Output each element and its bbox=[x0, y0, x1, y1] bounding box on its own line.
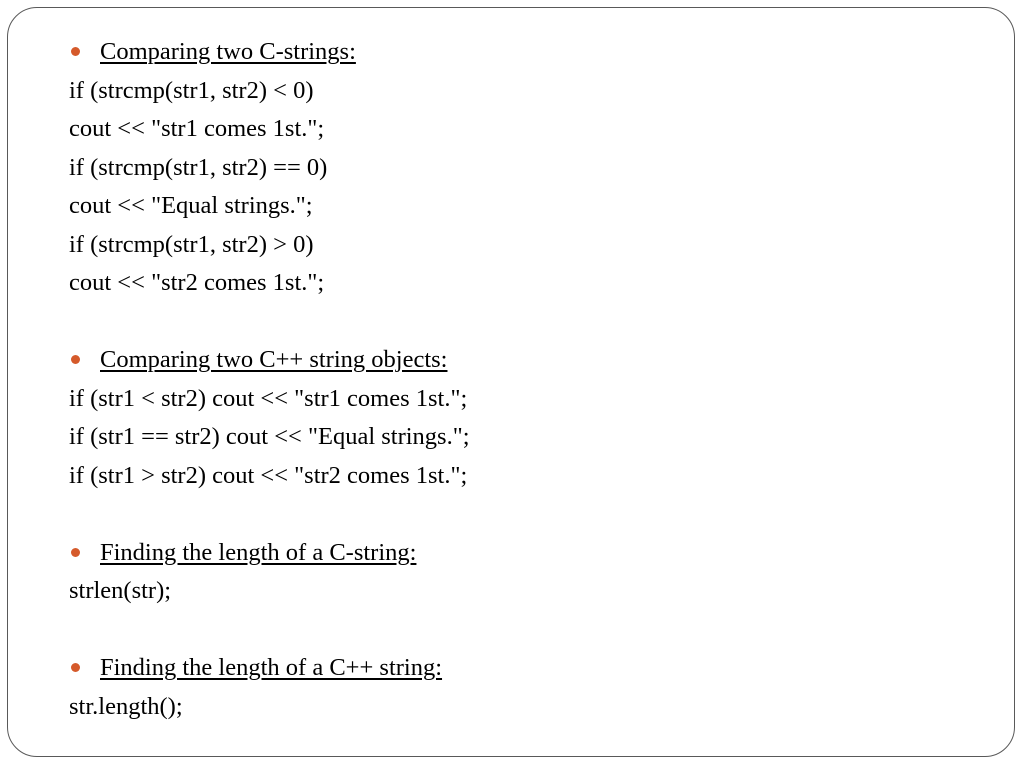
code-line: cout << "str1 comes 1st."; bbox=[69, 115, 325, 142]
spacer bbox=[69, 611, 989, 650]
section-heading bbox=[68, 649, 989, 688]
code-line: if (strcmp(str1, str2) < 0) bbox=[69, 76, 314, 104]
spacer bbox=[69, 495, 989, 534]
code-line: if (str1 == str2) cout << "Equal strings."; bbox=[69, 423, 470, 450]
code-line: if (str1 > str2) cout << "str2 comes 1st."; bbox=[69, 461, 468, 489]
heading-text: Comparing two C++ string objects: bbox=[100, 346, 448, 373]
code-line: if (strcmp(str1, str2) > 0) bbox=[69, 230, 314, 258]
section-cpp-string-compare bbox=[69, 341, 989, 495]
bullet-icon bbox=[71, 663, 80, 672]
section-heading bbox=[68, 341, 989, 380]
slide-content bbox=[69, 33, 989, 726]
heading-text: Comparing two C-strings: bbox=[100, 38, 356, 65]
section-heading bbox=[68, 534, 989, 573]
code-line: strlen(str); bbox=[69, 577, 172, 604]
code-line: if (str1 < str2) cout << "str1 comes 1st."; bbox=[69, 384, 468, 412]
heading-text: Finding the length of a C++ string: bbox=[100, 654, 443, 681]
bullet-icon bbox=[71, 355, 80, 364]
section-c-string-compare bbox=[69, 33, 989, 303]
section-c-string-length bbox=[69, 534, 989, 611]
code-line: str.length(); bbox=[69, 692, 183, 720]
heading-text: Finding the length of a C-string: bbox=[100, 538, 417, 566]
section-cpp-string-length bbox=[69, 649, 989, 726]
spacer bbox=[69, 303, 989, 342]
bullet-icon bbox=[71, 548, 80, 557]
code-line: cout << "str2 comes 1st."; bbox=[69, 269, 325, 296]
bullet-icon bbox=[71, 47, 80, 56]
code-line: if (strcmp(str1, str2) == 0) bbox=[69, 153, 328, 181]
code-line: cout << "Equal strings."; bbox=[69, 192, 313, 219]
section-heading bbox=[68, 33, 989, 72]
slide-frame bbox=[7, 7, 1015, 757]
